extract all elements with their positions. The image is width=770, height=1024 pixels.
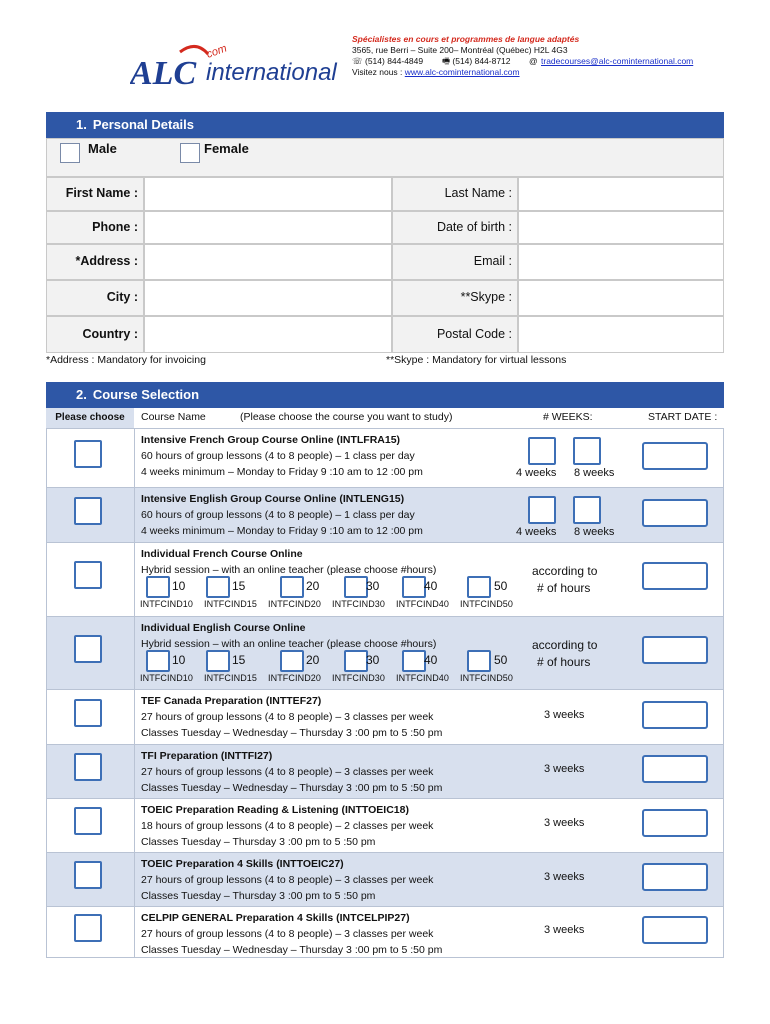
course-schedule: Classes Tuesday – Thursday 3 :00 pm to 5 :50 pm xyxy=(141,836,376,848)
hours-option-label: 50 xyxy=(494,653,508,667)
company-address: 3565, rue Berri – Suite 200– Montréal (Québec) H2L 4G3 xyxy=(352,45,568,55)
left-input-field[interactable] xyxy=(144,211,392,244)
tagline: Spécialistes en cours et programmes de langue adaptés xyxy=(352,34,580,44)
eight-weeks-checkbox[interactable] xyxy=(573,437,601,465)
course-code: INTFCIND30 xyxy=(332,599,386,609)
course-select-checkbox[interactable] xyxy=(74,635,102,663)
please-choose-header: Please choose xyxy=(46,408,134,428)
course-title: Intensive English Group Course Online (INTLENG15) xyxy=(141,493,405,505)
course-code: INTFCIND10 xyxy=(140,673,194,683)
address-note: *Address : Mandatory for invoicing xyxy=(46,354,206,366)
start-date-input[interactable] xyxy=(642,562,708,590)
logo-dotcom-text: com xyxy=(204,42,229,61)
right-field-label: Email : xyxy=(473,254,512,268)
hours-checkbox[interactable] xyxy=(206,650,230,672)
left-field-label: *Address : xyxy=(75,254,138,268)
eight-weeks-checkbox[interactable] xyxy=(573,496,601,524)
course-schedule: Classes Tuesday – Wednesday – Thursday 3 :00 pm to 5 :50 pm xyxy=(141,727,443,739)
table-bottom-border xyxy=(46,957,724,958)
start-date-input[interactable] xyxy=(642,442,708,470)
left-input-field[interactable] xyxy=(144,316,392,353)
right-input-field[interactable] xyxy=(518,177,724,211)
course-select-checkbox[interactable] xyxy=(74,914,102,942)
website-link[interactable]: www.alc-cominternational.com xyxy=(404,67,520,77)
course-description: 27 hours of group lessons (4 to 8 people) – 3 classes per week xyxy=(141,766,434,778)
gender-row xyxy=(46,138,724,177)
skype-note: **Skype : Mandatory for virtual lessons xyxy=(386,354,567,366)
hours-option-label: 30 xyxy=(366,579,380,593)
email-link[interactable]: tradecourses@alc-cominternational.com xyxy=(541,56,694,66)
weeks-according-to: according to xyxy=(532,638,598,652)
right-field-label: Last Name : xyxy=(444,186,512,200)
hours-option-label: 20 xyxy=(306,579,320,593)
logo-international-text: international xyxy=(206,59,337,86)
course-description: 18 hours of group lessons (4 to 8 people) – 2 classes per week xyxy=(141,820,434,832)
course-title: TOEIC Preparation Reading & Listening (INTTOEIC18) xyxy=(141,804,409,816)
fax-number: 🖷 (514) 844-8712 xyxy=(442,56,511,66)
personal-details-bar xyxy=(46,112,724,138)
eight-weeks-label: 8 weeks xyxy=(574,526,615,538)
hours-option-label: 15 xyxy=(232,579,246,593)
visit-label: Visitez nous : xyxy=(352,67,403,77)
course-description: Hybrid session – with an online teacher (please choose #hours) xyxy=(141,564,437,576)
logo-main-text: ALC xyxy=(130,55,197,92)
course-schedule: 4 weeks minimum – Monday to Friday 9 :10 am to 12 :00 pm xyxy=(141,466,423,478)
email-at-icon: @ xyxy=(529,56,538,66)
course-description: 60 hours of group lessons (4 to 8 people) – 1 class per day xyxy=(141,450,415,462)
weeks-duration: 3 weeks xyxy=(544,817,585,829)
weeks-duration: 3 weeks xyxy=(544,924,585,936)
course-select-checkbox[interactable] xyxy=(74,753,102,781)
start-date-input[interactable] xyxy=(642,863,708,891)
left-input-field[interactable] xyxy=(144,280,392,316)
start-date-input[interactable] xyxy=(642,755,708,783)
course-title: Individual French Course Online xyxy=(141,548,303,560)
hours-checkbox[interactable] xyxy=(280,576,304,598)
course-description: 60 hours of group lessons (4 to 8 people) – 1 class per day xyxy=(141,509,415,521)
hours-option-label: 30 xyxy=(366,653,380,667)
hours-option-label: 50 xyxy=(494,579,508,593)
course-description: 27 hours of group lessons (4 to 8 people) – 3 classes per week xyxy=(141,928,434,940)
phone-number: ☏ (514) 844-4849 xyxy=(352,56,424,66)
start-date-input[interactable] xyxy=(642,701,708,729)
left-field-label: First Name : xyxy=(65,186,138,200)
course-code: INTFCIND20 xyxy=(268,599,322,609)
start-date-input[interactable] xyxy=(642,636,708,664)
right-input-field[interactable] xyxy=(518,211,724,244)
weeks-duration: 3 weeks xyxy=(544,763,585,775)
right-input-field[interactable] xyxy=(518,280,724,316)
course-select-checkbox[interactable] xyxy=(74,440,102,468)
start-date-header: START DATE : xyxy=(648,411,718,423)
hours-checkbox[interactable] xyxy=(280,650,304,672)
weeks-duration: 3 weeks xyxy=(544,871,585,883)
course-title: CELPIP GENERAL Preparation 4 Skills (INTCELPIP27) xyxy=(141,912,410,924)
start-date-input[interactable] xyxy=(642,916,708,944)
course-title: TEF Canada Preparation (INTTEF27) xyxy=(141,695,322,707)
course-code: INTFCIND15 xyxy=(204,673,258,683)
course-select-checkbox[interactable] xyxy=(74,561,102,589)
hours-option-label: 40 xyxy=(424,579,438,593)
hours-checkbox[interactable] xyxy=(344,576,368,598)
start-date-input[interactable] xyxy=(642,809,708,837)
right-input-field[interactable] xyxy=(518,316,724,353)
four-weeks-label: 4 weeks xyxy=(516,467,557,479)
course-title: Individual English Course Online xyxy=(141,622,306,634)
hours-checkbox[interactable] xyxy=(402,650,426,672)
course-code: INTFCIND10 xyxy=(140,599,194,609)
company-logo xyxy=(130,38,342,94)
course-schedule: Classes Tuesday – Wednesday – Thursday 3 :00 pm to 5 :50 pm xyxy=(141,782,443,794)
right-input-field[interactable] xyxy=(518,244,724,280)
left-input-field[interactable] xyxy=(144,244,392,280)
weeks-header: # WEEKS: xyxy=(543,411,593,423)
course-code: INTFCIND50 xyxy=(460,599,514,609)
course-code: INTFCIND50 xyxy=(460,673,514,683)
course-title: TFI Preparation (INTTFI27) xyxy=(141,750,273,762)
male-checkbox[interactable] xyxy=(60,143,80,163)
course-select-checkbox[interactable] xyxy=(74,497,102,525)
left-field-label: Country : xyxy=(82,326,138,341)
hours-checkbox[interactable] xyxy=(146,650,170,672)
course-selection-bar xyxy=(46,382,724,408)
start-date-input[interactable] xyxy=(642,499,708,527)
weeks-hours-note: # of hours xyxy=(537,655,591,669)
course-code: INTFCIND15 xyxy=(204,599,258,609)
course-description: Hybrid session – with an online teacher (please choose #hours) xyxy=(141,638,437,650)
weeks-according-to: according to xyxy=(532,564,598,578)
section-number: 2. xyxy=(76,387,87,402)
alc-logo-graphic xyxy=(130,38,342,94)
weeks-duration: 3 weeks xyxy=(544,709,585,721)
course-select-checkbox[interactable] xyxy=(74,699,102,727)
four-weeks-label: 4 weeks xyxy=(516,526,557,538)
hours-checkbox[interactable] xyxy=(402,576,426,598)
course-title: Intensive French Group Course Online (INTLFRA15) xyxy=(141,434,401,446)
left-field-label: Phone : xyxy=(92,219,138,234)
course-select-checkbox[interactable] xyxy=(74,807,102,835)
course-schedule: 4 weeks minimum – Monday to Friday 9 :10 am to 12 :00 pm xyxy=(141,525,423,537)
section-title: Course Selection xyxy=(92,387,200,402)
hours-option-label: 40 xyxy=(424,653,438,667)
course-select-checkbox[interactable] xyxy=(74,861,102,889)
hours-checkbox[interactable] xyxy=(206,576,230,598)
right-field-label: Date of birth : xyxy=(436,219,512,234)
four-weeks-checkbox[interactable] xyxy=(528,496,556,524)
section-number: 1. xyxy=(76,117,87,132)
four-weeks-checkbox[interactable] xyxy=(528,437,556,465)
hours-checkbox[interactable] xyxy=(467,650,491,672)
left-field-label: City : xyxy=(106,290,138,304)
weeks-hours-note: # of hours xyxy=(537,581,591,595)
hours-option-label: 10 xyxy=(172,653,186,667)
hours-checkbox[interactable] xyxy=(344,650,368,672)
course-schedule: Classes Tuesday – Wednesday – Thursday 3 :00 pm to 5 :50 pm xyxy=(141,944,443,956)
female-label: Female xyxy=(204,141,249,156)
female-checkbox[interactable] xyxy=(180,143,200,163)
section-title: Personal Details xyxy=(92,117,194,132)
hours-option-label: 10 xyxy=(172,579,186,593)
left-input-field[interactable] xyxy=(144,177,392,211)
course-schedule: Classes Tuesday – Thursday 3 :00 pm to 5 :50 pm xyxy=(141,890,376,902)
hours-checkbox[interactable] xyxy=(467,576,491,598)
right-field-label: **Skype : xyxy=(460,290,512,304)
course-description: 27 hours of group lessons (4 to 8 people) – 3 classes per week xyxy=(141,711,434,723)
course-instruction-header: (Please choose the course you want to study) xyxy=(240,411,453,423)
course-code: INTFCIND30 xyxy=(332,673,386,683)
course-description: 27 hours of group lessons (4 to 8 people) – 3 classes per week xyxy=(141,874,434,886)
course-code: INTFCIND40 xyxy=(396,599,450,609)
eight-weeks-label: 8 weeks xyxy=(574,467,615,479)
male-label: Male xyxy=(88,141,117,156)
course-name-header: Course Name xyxy=(141,411,206,423)
hours-checkbox[interactable] xyxy=(146,576,170,598)
company-contact-info xyxy=(352,34,752,78)
course-title: TOEIC Preparation 4 Skills (INTTOEIC27) xyxy=(141,858,344,870)
course-code: INTFCIND40 xyxy=(396,673,450,683)
course-code: INTFCIND20 xyxy=(268,673,322,683)
right-field-label: Postal Code : xyxy=(436,326,512,341)
hours-option-label: 15 xyxy=(232,653,246,667)
hours-option-label: 20 xyxy=(306,653,320,667)
